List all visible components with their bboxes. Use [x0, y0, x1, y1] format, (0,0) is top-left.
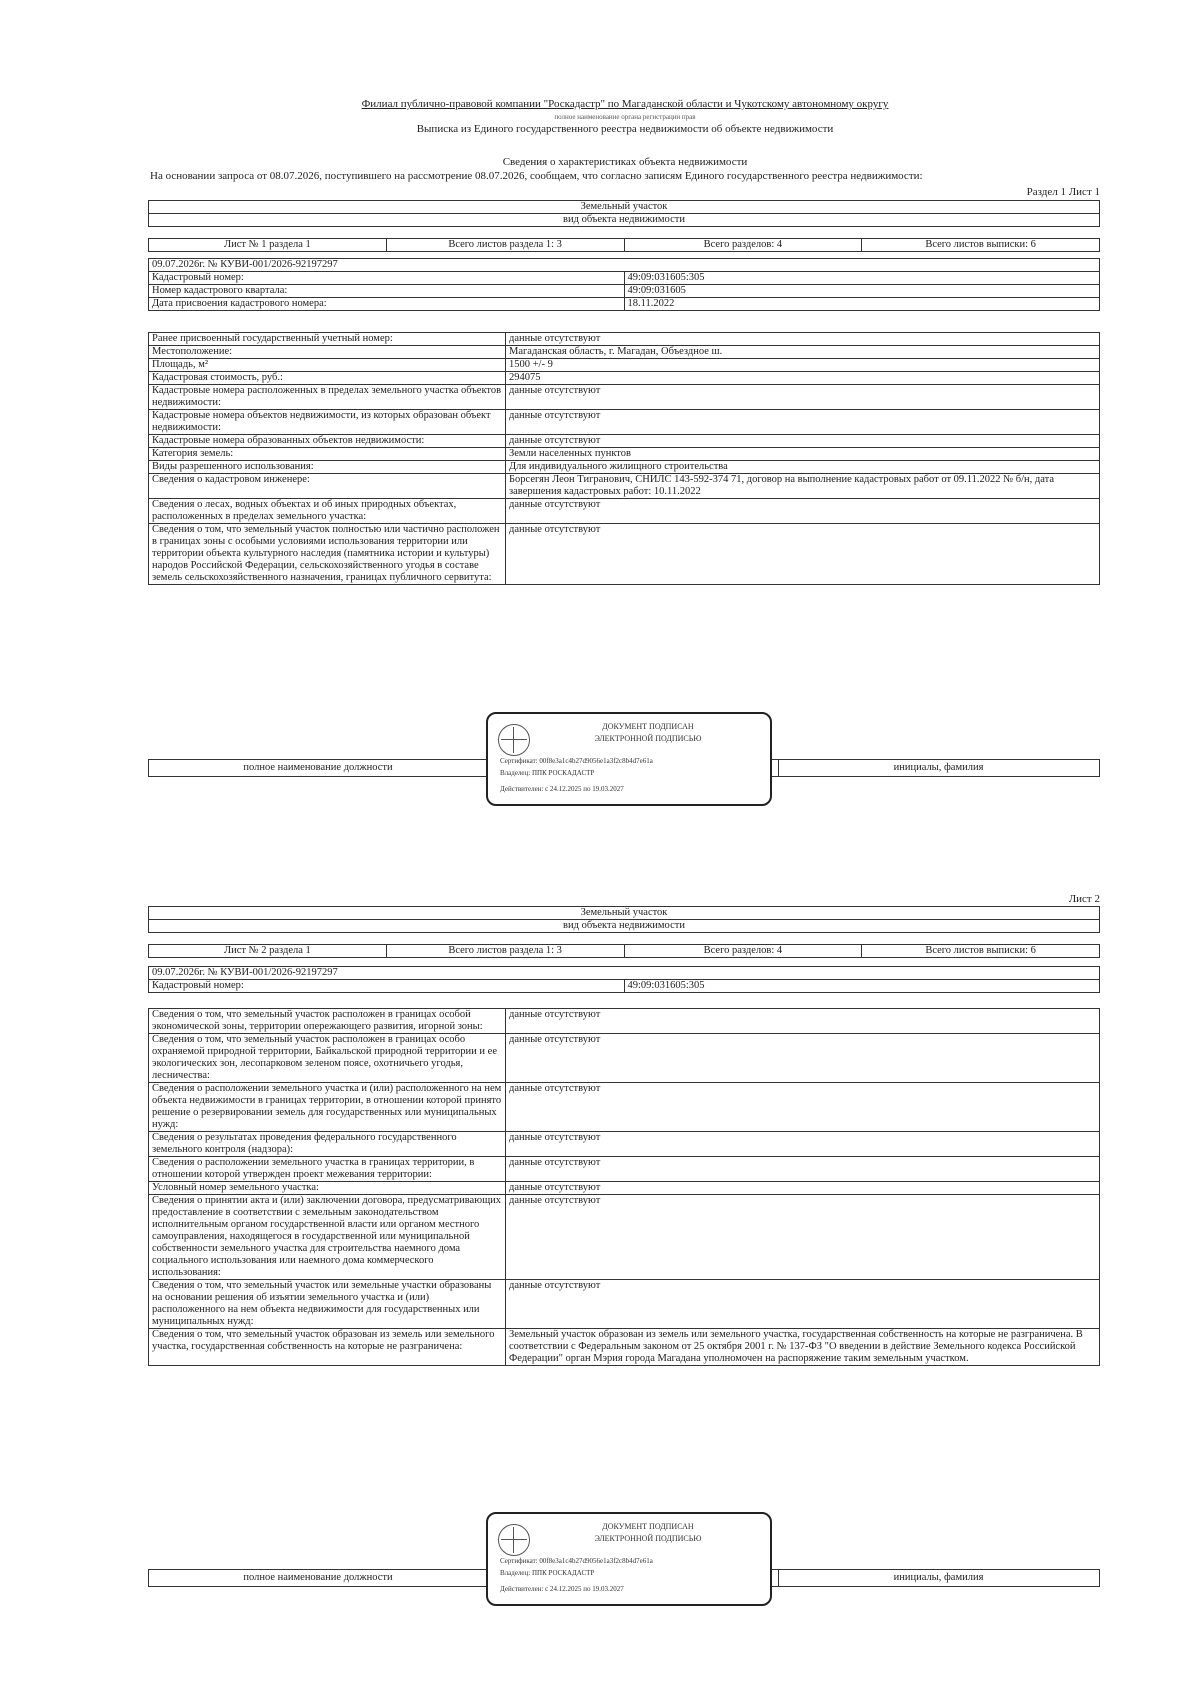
- sheet-number: Лист № 2 раздела 1: [149, 945, 387, 958]
- total-sheets: Всего листов выписки: 6: [862, 239, 1100, 252]
- e-signature-stamp: [486, 712, 772, 806]
- sheets-in-section: Всего листов раздела 1: 3: [386, 239, 624, 252]
- row-label: Ранее присвоенный государственный учетный номер:: [149, 333, 506, 346]
- doc-reference: 09.07.2026г. № КУВИ-001/2026-92197297: [149, 259, 1100, 272]
- row-value: Для индивидуального жилищного строительства: [506, 461, 1100, 474]
- cadastral-number-value: 49:09:031605:305: [624, 980, 1100, 993]
- row-label: Кадастровые номера объектов недвижимости, из которых образован объект недвижимости:: [149, 410, 506, 435]
- cadastral-number-label: Кадастровый номер:: [149, 272, 625, 285]
- total-sections: Всего разделов: 4: [624, 945, 862, 958]
- row-value: Земли населенных пунктов: [506, 448, 1100, 461]
- row-label: Категория земель:: [149, 448, 506, 461]
- row-value: данные отсутствуют: [506, 1195, 1100, 1280]
- name-caption: инициалы, фамилия: [893, 762, 984, 773]
- table-row: [149, 372, 1100, 385]
- row-label: Сведения о расположении земельного участка в границах территории, в отношении которой утвержден проект межевания территории:: [149, 1157, 506, 1182]
- row-value: данные отсутствуют: [506, 1157, 1100, 1182]
- row-value: данные отсутствуют: [506, 1083, 1100, 1132]
- table-row: [149, 385, 1100, 410]
- characteristics-table-2: [148, 1008, 1100, 1366]
- name-caption: инициалы, фамилия: [893, 1572, 984, 1583]
- row-label: Площадь, м²: [149, 359, 506, 372]
- object-type-caption: вид объекта недвижимости: [149, 214, 1100, 227]
- row-label: Сведения о том, что земельный участок или земельные участки образованы на основании решения об изъятии земельного участка и (или) расположенного на нем объекта недвижимости для государственных или муниципальных нужд:: [149, 1280, 506, 1329]
- cadastral-quarter-label: Номер кадастрового квартала:: [149, 285, 625, 298]
- row-value: 1500 +/- 9: [506, 359, 1100, 372]
- table-row: [149, 435, 1100, 448]
- table-row: [149, 1132, 1100, 1157]
- row-label: Сведения о том, что земельный участок образован из земель или земельного участка, государственная собственность на которые не разграничена:: [149, 1329, 506, 1366]
- emblem-icon: [498, 724, 530, 756]
- row-label: Сведения о том, что земельный участок расположен в границах особой экономической зоны, территории опережающего развития, игорной зоны:: [149, 1009, 506, 1034]
- row-value: данные отсутствуют: [506, 499, 1100, 524]
- stamp-certificate: Сертификат: 00f8e3a1c4b27d9056e1a3f2c8b4d7e61a: [500, 757, 653, 765]
- row-value: данные отсутствуют: [506, 410, 1100, 435]
- row-value: Борсегян Леон Тигранович, СНИЛС 143-592-374 71, договор на выполнение кадастровых работ от 09.11.2022 № б/н, дата завершения кадастровых работ: 10.11.2022: [506, 474, 1100, 499]
- main-info-table-2: [148, 966, 1100, 993]
- cadastral-quarter-value: 49:09:031605: [624, 285, 1100, 298]
- e-signature-stamp-2: [486, 1512, 772, 1606]
- table-row: [149, 1157, 1100, 1182]
- sheet-info-table: [148, 238, 1100, 252]
- position-caption: полное наименование должности: [243, 1572, 393, 1583]
- row-value: Магаданская область, г. Магадан, Объездное ш.: [506, 346, 1100, 359]
- organization-name: Филиал публично-правовой компании "Роскадастр" по Магаданской области и Чукотскому автономному округу: [361, 98, 889, 110]
- table-row: [149, 359, 1100, 372]
- stamp-validity: Действителен: с 24.12.2025 по 19.03.2027: [500, 1585, 624, 1593]
- sheet-number: Лист № 1 раздела 1: [149, 239, 387, 252]
- table-row: [149, 410, 1100, 435]
- table-row: [149, 461, 1100, 474]
- row-label: Местоположение:: [149, 346, 506, 359]
- row-value: данные отсутствуют: [506, 524, 1100, 585]
- object-type-caption: вид объекта недвижимости: [149, 920, 1100, 933]
- position-caption: полное наименование должности: [243, 762, 393, 773]
- main-info-table: [148, 258, 1100, 311]
- table-row: [149, 333, 1100, 346]
- characteristics-table: [148, 332, 1100, 585]
- table-row: [149, 1280, 1100, 1329]
- row-label: Кадастровые номера образованных объектов недвижимости:: [149, 435, 506, 448]
- row-label: Сведения о расположении земельного участка и (или) расположенного на нем объекта недвижимости в границах территории, в отношении которой принято решение о резервировании земель для государственных или муниципальных нужд:: [149, 1083, 506, 1132]
- cadastral-number-value: 49:09:031605:305: [624, 272, 1100, 285]
- stamp-subtitle: ЭЛЕКТРОННОЙ ПОДПИСЬЮ: [594, 1534, 702, 1543]
- stamp-owner: Владелец: ППК РОСКАДАСТР: [500, 769, 595, 777]
- row-value: данные отсутствуют: [506, 1009, 1100, 1034]
- cadastral-number-label: Кадастровый номер:: [149, 980, 625, 993]
- doc-reference: 09.07.2026г. № КУВИ-001/2026-92197297: [149, 967, 1100, 980]
- object-type: Земельный участок: [149, 201, 1100, 214]
- row-label: Сведения о принятии акта и (или) заключении договора, предусматривающих предоставление в соответствии с земельным законодательством исполнительным органом государственной власти или органом местного самоуправления, находящегося в государственной или муниципальной собственности земельного участка для строительства наемного дома социального использования или наемного дома коммерческого использования:: [149, 1195, 506, 1280]
- stamp-subtitle: ЭЛЕКТРОННОЙ ПОДПИСЬЮ: [594, 734, 702, 743]
- row-label: Кадастровые номера расположенных в пределах земельного участка объектов недвижимости:: [149, 385, 506, 410]
- table-row: [149, 1083, 1100, 1132]
- row-label: Сведения о кадастровом инженере:: [149, 474, 506, 499]
- total-sheets: Всего листов выписки: 6: [862, 945, 1100, 958]
- assignment-date-value: 18.11.2022: [624, 298, 1100, 311]
- assignment-date-label: Дата присвоения кадастрового номера:: [149, 298, 625, 311]
- row-label: Сведения о том, что земельный участок полностью или частично расположен в границах зоны с особыми условиями использования территории или территории объекта культурного наследия (памятника истории и культуры) народов Российской Федерации, сельскохозяйственного угодья в составе земель сельскохозяйственного назначения, границах публичного сервитута:: [149, 524, 506, 585]
- sheets-in-section: Всего листов раздела 1: 3: [386, 945, 624, 958]
- row-value: данные отсутствуют: [506, 435, 1100, 448]
- row-label: Виды разрешенного использования:: [149, 461, 506, 474]
- row-value: данные отсутствуют: [506, 385, 1100, 410]
- table-row: [149, 1009, 1100, 1034]
- organization-caption: полное наименование органа регистрации прав: [554, 113, 696, 121]
- row-value: данные отсутствуют: [506, 1132, 1100, 1157]
- object-type: Земельный участок: [149, 907, 1100, 920]
- row-label: Сведения о лесах, водных объектах и об иных природных объектах, расположенных в пределах земельного участка:: [149, 499, 506, 524]
- section-mark: Раздел 1 Лист 1: [1026, 186, 1100, 198]
- row-label: Сведения о результатах проведения федерального государственного земельного контроля (надзора):: [149, 1132, 506, 1157]
- row-label: Сведения о том, что земельный участок расположен в границах особо охраняемой природной территории, Байкальской природной территории и ее экологических зон, лесопарковом зеленом поясе, охотничьего угодья, лесничества:: [149, 1034, 506, 1083]
- stamp-title: ДОКУМЕНТ ПОДПИСАН: [602, 722, 694, 731]
- row-label: Кадастровая стоимость, руб.:: [149, 372, 506, 385]
- table-row: [149, 448, 1100, 461]
- stamp-title: ДОКУМЕНТ ПОДПИСАН: [602, 1522, 694, 1531]
- sheet-info-table-2: [148, 944, 1100, 958]
- emblem-icon: [498, 1524, 530, 1556]
- table-row: [149, 1034, 1100, 1083]
- request-intro: На основании запроса от 08.07.2026, поступившего на рассмотрение 08.07.2026, сообщаем, что согласно записям Единого государственного реестра недвижимости:: [150, 170, 923, 182]
- table-row: [149, 1195, 1100, 1280]
- table-row: [149, 1329, 1100, 1366]
- table-row: [149, 346, 1100, 359]
- stamp-validity: Действителен: с 24.12.2025 по 19.03.2027: [500, 785, 624, 793]
- row-value: 294075: [506, 372, 1100, 385]
- table-row: [149, 499, 1100, 524]
- stamp-owner: Владелец: ППК РОСКАДАСТР: [500, 1569, 595, 1577]
- row-value: данные отсутствуют: [506, 1034, 1100, 1083]
- sheet-mark: Лист 2: [1068, 893, 1100, 905]
- document-subtitle: Сведения о характеристиках объекта недвижимости: [502, 156, 748, 168]
- table-row: [149, 474, 1100, 499]
- table-row: [149, 524, 1100, 585]
- document-title: Выписка из Единого государственного реестра недвижимости об объекте недвижимости: [416, 123, 834, 135]
- row-label: Условный номер земельного участка:: [149, 1182, 506, 1195]
- object-type-table: [148, 200, 1100, 227]
- table-row: [149, 1182, 1100, 1195]
- object-type-table-2: [148, 906, 1100, 933]
- row-value: данные отсутствуют: [506, 1280, 1100, 1329]
- total-sections: Всего разделов: 4: [624, 239, 862, 252]
- row-value: Земельный участок образован из земель или земельного участка, государственная собственность на которые не разграничена. В соответствии с Федеральным законом от 25 октября 2001 г. № 137-ФЗ "О введении в действие Земельного кодекса Российской Федерации" орган Мэрия города Магадана уполномочен на распоряжение таким земельным участком.: [506, 1329, 1100, 1366]
- row-value: данные отсутствуют: [506, 333, 1100, 346]
- row-value: данные отсутствуют: [506, 1182, 1100, 1195]
- stamp-certificate: Сертификат: 00f8e3a1c4b27d9056e1a3f2c8b4d7e61a: [500, 1557, 653, 1565]
